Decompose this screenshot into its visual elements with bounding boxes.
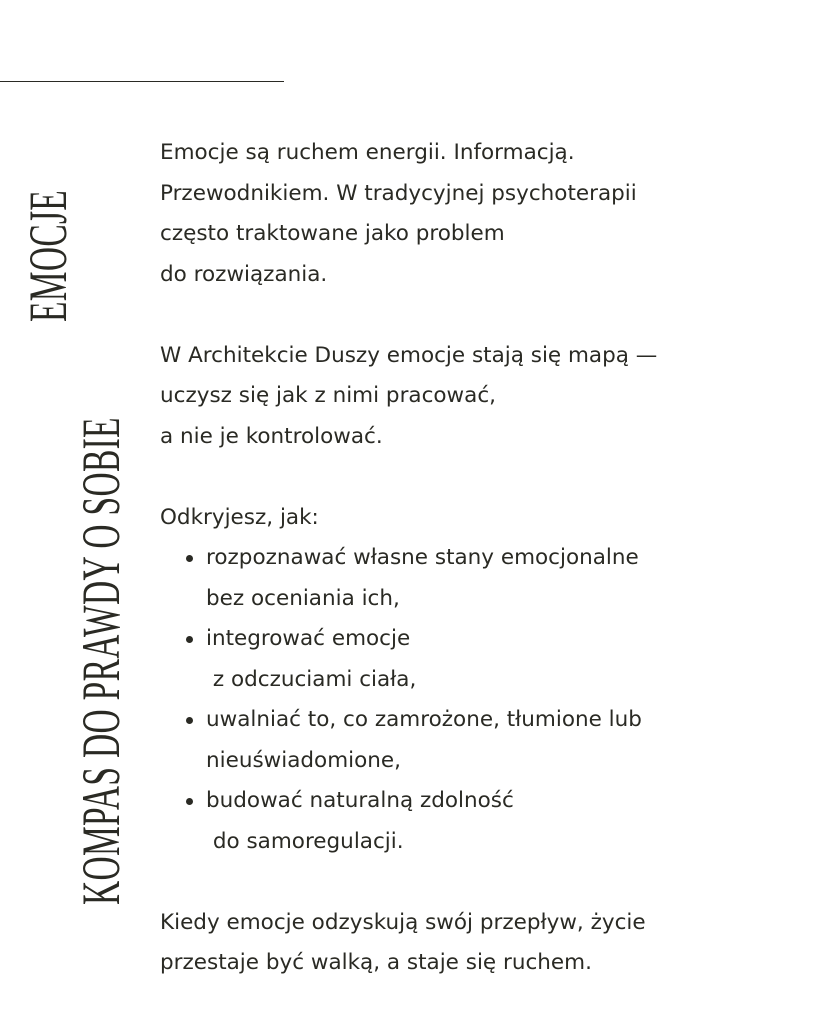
list-item-line: do samoregulacji. [206, 828, 404, 854]
list-item-line: budować naturalną zdolność [206, 788, 514, 813]
text-line: uczysz się jak z nimi pracować, [160, 383, 496, 408]
benefits-list [160, 538, 810, 862]
text-line: przestaje być walką, a staje się ruchem. [160, 950, 592, 975]
list-item-line: z odczuciami ciała, [206, 666, 417, 692]
list-item-line: nieuświadomione, [206, 747, 401, 773]
paragraph-2 [160, 336, 810, 458]
body-text [160, 133, 810, 1024]
text-line: a nie je kontrolować. [160, 423, 383, 449]
text-line: często traktowane jako problem [160, 221, 505, 246]
paragraph-1 [160, 133, 810, 295]
list-intro: Odkryjesz, jak: [160, 504, 319, 530]
list-item [182, 538, 810, 619]
text-line: do rozwiązania. [160, 261, 328, 287]
list-item-line: uwalniać to, co zamrożone, tłumione lub [206, 707, 642, 732]
closing-paragraph [160, 903, 810, 984]
vertical-title-line-2: KOMPAS DO PRAWDY O SOBIE [71, 417, 131, 905]
text-line: W Architekcie Duszy emocje stają się mapą — [160, 342, 658, 368]
list-item-line: rozpoznawać własne stany emocjonalne [206, 545, 639, 570]
text-line: Przewodnikiem. W tradycyjnej psychoterapii [160, 180, 637, 206]
text-line: Emocje są ruchem energii. Informacją. [160, 140, 575, 165]
list-item-line: integrować emocje [206, 626, 411, 651]
vertical-title-line-1: EMOCJE [18, 189, 78, 322]
top-divider [0, 81, 284, 82]
list-item [182, 781, 810, 862]
list-item [182, 700, 810, 781]
list-item [182, 619, 810, 700]
list-item-line: bez oceniania ich, [206, 585, 400, 611]
text-line: Kiedy emocje odzyskują swój przepływ, życie [160, 909, 646, 935]
